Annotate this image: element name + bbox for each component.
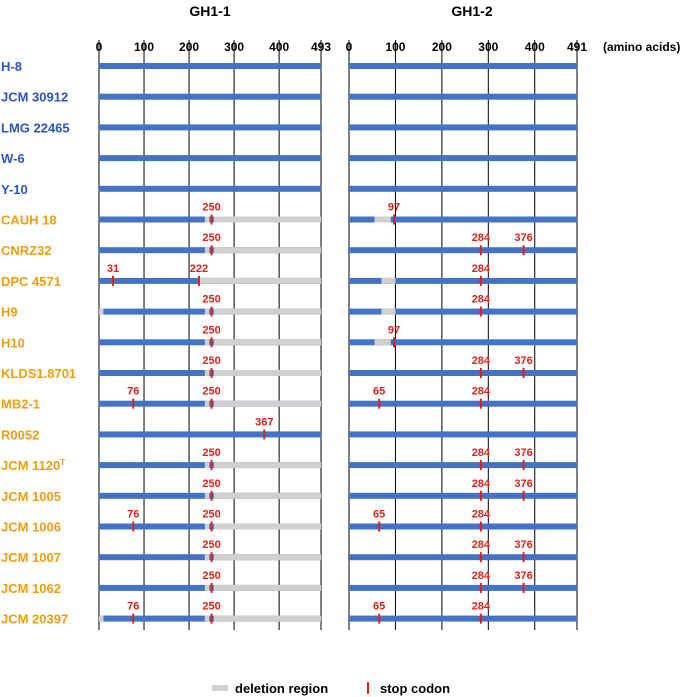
stop-codon-label: 65 bbox=[373, 385, 386, 398]
gene-row bbox=[349, 124, 577, 130]
gene-row bbox=[99, 416, 321, 439]
deletion-region bbox=[214, 339, 321, 345]
gene-bar bbox=[349, 63, 577, 69]
axis-tick-label: 200 bbox=[179, 40, 200, 54]
stop-codon-label: 97 bbox=[387, 324, 401, 337]
strain-label bbox=[1, 520, 61, 535]
gene-row bbox=[99, 202, 321, 225]
deletion-region bbox=[205, 339, 210, 345]
strain-name: KLDS1.8701 bbox=[1, 366, 77, 381]
stop-codon-label: 250 bbox=[202, 232, 221, 245]
strain-name: LMG 22465 bbox=[1, 120, 70, 136]
stop-codon-label: 376 bbox=[514, 477, 533, 490]
deletion-region bbox=[205, 493, 210, 499]
deletion-region bbox=[214, 493, 321, 499]
gene-bar bbox=[349, 616, 577, 622]
gene-row bbox=[99, 539, 321, 562]
stop-codon-label: 250 bbox=[202, 477, 221, 490]
stop-codon-label: 76 bbox=[127, 508, 140, 521]
deletion-region bbox=[214, 554, 321, 560]
strain-label bbox=[1, 489, 61, 504]
gene-bar bbox=[349, 247, 577, 253]
deletion-region bbox=[205, 554, 210, 560]
deletion-region bbox=[199, 278, 321, 284]
gene-row bbox=[349, 294, 577, 317]
strain-name: JCM 1005 bbox=[1, 488, 61, 504]
deletion-region bbox=[375, 339, 391, 345]
stop-codon-label: 250 bbox=[202, 293, 221, 306]
gene-row bbox=[349, 355, 577, 378]
axis-tick-label: 0 bbox=[345, 40, 353, 54]
deletion-region bbox=[205, 616, 210, 622]
gene-bar bbox=[99, 63, 321, 69]
strain-name: H10 bbox=[1, 335, 25, 351]
stop-codon-label: 284 bbox=[471, 569, 491, 582]
stop-codon-label: 250 bbox=[202, 600, 221, 613]
stop-codon-label: 76 bbox=[127, 385, 140, 398]
stop-codon-label: 250 bbox=[202, 324, 221, 337]
strain-label bbox=[1, 59, 22, 74]
stop-codon-label: 65 bbox=[373, 508, 386, 521]
strain-label bbox=[1, 550, 61, 565]
strain-name: JCM 1007 bbox=[1, 550, 61, 566]
gene-row bbox=[349, 63, 577, 69]
gene-row bbox=[349, 386, 577, 409]
gene-row bbox=[99, 155, 321, 161]
gene-row bbox=[349, 155, 577, 161]
gene-bar bbox=[349, 493, 577, 499]
strain-name: JCM 1062 bbox=[1, 580, 61, 596]
deletion-region bbox=[99, 616, 104, 622]
stop-codon-label: 284 bbox=[471, 232, 491, 245]
strain-label bbox=[1, 335, 25, 350]
panel-title: GH1-2 bbox=[451, 3, 493, 19]
gene-row bbox=[99, 294, 321, 317]
gene-row bbox=[349, 570, 577, 593]
deletion-region bbox=[205, 370, 210, 376]
gene-bar bbox=[349, 370, 577, 376]
gene-bar bbox=[349, 94, 577, 100]
stop-codon-label: 222 bbox=[189, 262, 209, 275]
stop-codon-label: 367 bbox=[255, 416, 274, 429]
gene-bar bbox=[349, 585, 577, 591]
strain-label bbox=[1, 397, 40, 412]
stop-codon-label: 250 bbox=[202, 355, 221, 367]
deletion-region bbox=[375, 217, 391, 223]
gene-row bbox=[349, 186, 577, 192]
gene-bar bbox=[99, 124, 321, 130]
gene-row bbox=[99, 63, 321, 69]
deletion-region bbox=[205, 401, 210, 407]
stop-codon-label: 31 bbox=[106, 262, 120, 275]
strain-label bbox=[1, 243, 52, 258]
strain-name: JCM 30912 bbox=[1, 89, 69, 105]
gene-row bbox=[349, 601, 577, 624]
deletion-region bbox=[205, 524, 210, 530]
gene-row bbox=[349, 447, 577, 470]
panel-gh1-1 bbox=[96, 3, 332, 630]
deletion-region bbox=[205, 217, 210, 223]
stop-codon-label: 284 bbox=[471, 447, 491, 460]
axis-tick-label: 400 bbox=[524, 40, 545, 54]
gene-bar bbox=[349, 155, 577, 161]
axis-tick-label: 100 bbox=[134, 40, 155, 54]
legend-stop-label: stop codon bbox=[380, 681, 451, 696]
deletion-region bbox=[214, 370, 321, 376]
gene-row bbox=[99, 601, 321, 624]
strain-name: DPC 4571 bbox=[1, 273, 61, 289]
axis-unit-label: (amino acids) bbox=[603, 40, 681, 54]
strain-label bbox=[1, 366, 76, 381]
strain-label bbox=[1, 151, 25, 166]
strain-label bbox=[1, 458, 65, 473]
gene-row bbox=[349, 324, 577, 347]
gene-row bbox=[99, 355, 321, 378]
axis-tick-label: 300 bbox=[224, 40, 245, 54]
gene-row bbox=[349, 202, 577, 225]
stop-codon-label: 97 bbox=[387, 201, 401, 214]
deletion-region bbox=[214, 401, 321, 407]
strain-label bbox=[1, 581, 61, 596]
gene-bar bbox=[349, 431, 577, 437]
deletion-region bbox=[382, 278, 396, 284]
stop-codon-label: 376 bbox=[514, 569, 533, 582]
gene-row bbox=[99, 386, 321, 409]
deletion-region bbox=[214, 309, 321, 315]
gene-row bbox=[99, 509, 321, 532]
strain-name: H9 bbox=[1, 304, 18, 320]
gene-row bbox=[349, 232, 577, 255]
gene-row bbox=[99, 124, 321, 130]
deletion-region bbox=[214, 616, 321, 622]
deletion-region bbox=[214, 247, 321, 253]
deletion-region bbox=[205, 309, 210, 315]
gene-row bbox=[99, 94, 321, 100]
deletion-region bbox=[99, 309, 104, 315]
stop-codon-label: 250 bbox=[202, 569, 221, 582]
panel-gh1-2 bbox=[346, 3, 588, 630]
deletion-region bbox=[214, 524, 321, 530]
strain-label bbox=[1, 120, 70, 135]
panel-title: GH1-1 bbox=[189, 3, 231, 19]
deletion-region bbox=[214, 462, 321, 468]
legend-deletion-label: deletion region bbox=[235, 681, 329, 696]
strain-name: CNRZ32 bbox=[1, 243, 52, 259]
stop-codon-label: 376 bbox=[514, 539, 533, 552]
axis-tick-label: 493 bbox=[310, 40, 332, 54]
strain-name: MB2-1 bbox=[1, 396, 41, 412]
stop-codon-label: 284 bbox=[471, 508, 491, 521]
stop-codon-label: 376 bbox=[514, 355, 533, 367]
gene-row bbox=[349, 94, 577, 100]
gene-bar bbox=[349, 186, 577, 192]
axis-tick-label: 100 bbox=[385, 40, 406, 54]
deletion-region bbox=[382, 309, 396, 315]
stop-codon-label: 250 bbox=[202, 447, 221, 460]
gene-bar bbox=[99, 94, 321, 100]
stop-codon-label: 284 bbox=[471, 293, 491, 306]
gene-row bbox=[99, 186, 321, 192]
stop-codon-label: 76 bbox=[127, 600, 140, 613]
stop-codon-label: 65 bbox=[373, 600, 386, 613]
deletion-region bbox=[214, 585, 321, 591]
strain-name: W-6 bbox=[1, 151, 25, 167]
gene-bar bbox=[99, 431, 321, 437]
strain-name: CAUH 18 bbox=[1, 212, 57, 228]
stop-codon-label: 284 bbox=[471, 477, 491, 490]
deletion-region bbox=[205, 462, 210, 468]
gene-row bbox=[349, 509, 577, 532]
gene-row bbox=[99, 478, 321, 501]
stop-codon-label: 376 bbox=[514, 447, 533, 460]
strain-label bbox=[1, 305, 18, 320]
stop-codon-label: 284 bbox=[471, 262, 491, 275]
stop-codon-label: 284 bbox=[471, 539, 491, 552]
gene-row bbox=[99, 447, 321, 470]
gene-row bbox=[99, 232, 321, 255]
strain-label bbox=[1, 274, 61, 289]
strain-name: Y-10 bbox=[1, 181, 28, 197]
strain-name: JCM 1120 bbox=[1, 458, 61, 474]
strain-name: H-8 bbox=[1, 59, 22, 74]
deletion-region bbox=[205, 585, 210, 591]
stop-codon-label: 250 bbox=[202, 201, 221, 214]
stop-codon-label: 284 bbox=[471, 385, 491, 398]
gene-row bbox=[99, 263, 321, 286]
deletion-region bbox=[205, 247, 210, 253]
stop-codon-label: 376 bbox=[514, 232, 533, 245]
strain-label bbox=[1, 90, 68, 105]
strain-name: R0052 bbox=[1, 427, 40, 443]
strain-name: JCM 20397 bbox=[1, 611, 69, 627]
stop-codon-label: 284 bbox=[471, 355, 491, 367]
gene-bar bbox=[349, 124, 577, 130]
axis-tick-label: 200 bbox=[431, 40, 452, 54]
axis-tick-label: 491 bbox=[566, 40, 588, 54]
gene-bar bbox=[99, 186, 321, 192]
strain-superscript: T bbox=[60, 458, 66, 468]
gene-row bbox=[349, 263, 577, 286]
gene-bar bbox=[99, 155, 321, 161]
stop-codon-label: 250 bbox=[202, 385, 221, 398]
gene-row bbox=[99, 324, 321, 347]
gene-bar bbox=[349, 401, 577, 407]
legend bbox=[212, 681, 450, 696]
strain-label bbox=[1, 612, 68, 627]
legend-deletion-swatch bbox=[212, 685, 228, 691]
gene-row bbox=[349, 431, 577, 437]
strain-label bbox=[1, 182, 28, 197]
stop-codon-label: 250 bbox=[202, 539, 221, 552]
gene-bar bbox=[349, 462, 577, 468]
strain-name: JCM 1006 bbox=[1, 519, 61, 535]
gene-bar bbox=[349, 524, 577, 530]
stop-codon-label: 284 bbox=[471, 600, 491, 613]
axis-tick-label: 300 bbox=[478, 40, 499, 54]
stop-codon-label: 250 bbox=[202, 508, 221, 521]
gene-row bbox=[99, 570, 321, 593]
gene-bar bbox=[349, 554, 577, 560]
gene-row bbox=[349, 478, 577, 501]
strain-label bbox=[1, 213, 57, 228]
deletion-region bbox=[214, 217, 321, 223]
axis-tick-label: 400 bbox=[269, 40, 290, 54]
strain-label bbox=[1, 427, 39, 442]
gene-row bbox=[349, 539, 577, 562]
axis-tick-label: 0 bbox=[95, 40, 103, 54]
